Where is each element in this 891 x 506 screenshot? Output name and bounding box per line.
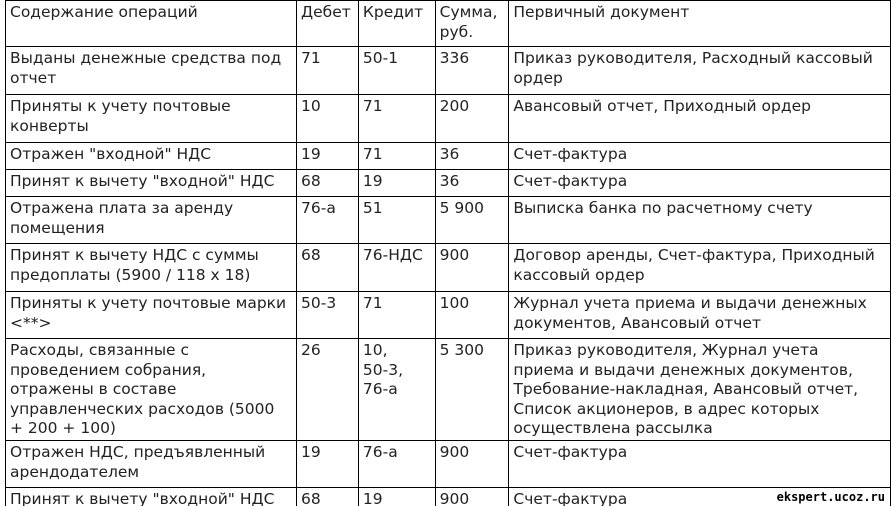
table-row bbox=[6, 244, 891, 292]
table-row bbox=[6, 339, 891, 441]
header-debit: Дебет bbox=[297, 1, 359, 47]
cell-debit: 68 bbox=[297, 244, 359, 292]
cell-credit: 71 bbox=[358, 143, 435, 170]
cell-debit: 26 bbox=[297, 339, 359, 441]
header-credit: Кредит bbox=[358, 1, 435, 47]
cell-document: Приказ руководителя, Журнал учета приема и выдачи денежных документов, Требование-накладная, Авансовый отчет, Список акционеров, в адрес которых осуществлена рассылка bbox=[509, 339, 891, 441]
cell-credit: 19 bbox=[358, 488, 435, 506]
cell-credit: 51 bbox=[358, 197, 435, 244]
table-header-row bbox=[6, 1, 891, 47]
operations-table bbox=[5, 0, 891, 506]
cell-debit: 19 bbox=[297, 441, 359, 488]
cell-debit: 76-а bbox=[297, 197, 359, 244]
cell-sum: 5 300 bbox=[435, 339, 509, 441]
cell-document: Авансовый отчет, Приходный ордер bbox=[509, 95, 891, 143]
cell-debit: 19 bbox=[297, 143, 359, 170]
cell-credit: 71 bbox=[358, 292, 435, 339]
cell-document: Договор аренды, Счет-фактура, Приходный кассовый ордер bbox=[509, 244, 891, 292]
cell-debit: 68 bbox=[297, 170, 359, 197]
cell-document: Счет-фактура bbox=[509, 143, 891, 170]
header-document: Первичный документ bbox=[509, 1, 891, 47]
cell-debit: 71 bbox=[297, 47, 359, 95]
header-sum: Сумма, руб. bbox=[435, 1, 509, 47]
cell-credit: 76-НДС bbox=[358, 244, 435, 292]
header-content: Содержание операций bbox=[6, 1, 297, 47]
cell-sum: 36 bbox=[435, 170, 509, 197]
cell-sum: 900 bbox=[435, 488, 509, 506]
cell-document: Счет-фактура bbox=[509, 441, 891, 488]
cell-sum: 900 bbox=[435, 441, 509, 488]
cell-content: Принят к вычету НДС с суммы предоплаты (5900 / 118 x 18) bbox=[6, 244, 297, 292]
cell-sum: 5 900 bbox=[435, 197, 509, 244]
cell-document: Приказ руководителя, Расходный кассовый ордер bbox=[509, 47, 891, 95]
cell-document: Счет-фактура bbox=[509, 170, 891, 197]
cell-credit: 76-а bbox=[358, 441, 435, 488]
cell-document: Журнал учета приема и выдачи денежных документов, Авансовый отчет bbox=[509, 292, 891, 339]
cell-content: Расходы, связанные с проведением собрания, отражены в составе управленческих расходов (5000 + 200 + 100) bbox=[6, 339, 297, 441]
cell-sum: 36 bbox=[435, 143, 509, 170]
cell-debit: 50-3 bbox=[297, 292, 359, 339]
table-row bbox=[6, 488, 891, 506]
cell-credit: 50-1 bbox=[358, 47, 435, 95]
table-row bbox=[6, 47, 891, 95]
cell-content: Отражен "входной" НДС bbox=[6, 143, 297, 170]
cell-content: Выданы денежные средства под отчет bbox=[6, 47, 297, 95]
cell-sum: 200 bbox=[435, 95, 509, 143]
cell-sum: 336 bbox=[435, 47, 509, 95]
cell-document: Выписка банка по расчетному счету bbox=[509, 197, 891, 244]
cell-credit: 19 bbox=[358, 170, 435, 197]
site-watermark: ekspert.ucoz.ru bbox=[776, 490, 885, 504]
cell-debit: 10 bbox=[297, 95, 359, 143]
cell-credit: 71 bbox=[358, 95, 435, 143]
table-row bbox=[6, 170, 891, 197]
cell-content: Отражена плата за аренду помещения bbox=[6, 197, 297, 244]
cell-content: Приняты к учету почтовые конверты bbox=[6, 95, 297, 143]
cell-content: Принят к вычету "входной" НДС bbox=[6, 170, 297, 197]
cell-sum: 900 bbox=[435, 244, 509, 292]
cell-content: Отражен НДС, предъявленный арендодателем bbox=[6, 441, 297, 488]
cell-content: Принят к вычету "входной" НДС bbox=[6, 488, 297, 506]
table-row bbox=[6, 441, 891, 488]
table-row bbox=[6, 143, 891, 170]
cell-credit: 10, 50-3, 76-а bbox=[358, 339, 435, 441]
cell-debit: 68 bbox=[297, 488, 359, 506]
cell-content: Приняты к учету почтовые марки <**> bbox=[6, 292, 297, 339]
table-row bbox=[6, 95, 891, 143]
cell-sum: 100 bbox=[435, 292, 509, 339]
cell-document: Счет-фактура bbox=[509, 488, 891, 506]
table-row bbox=[6, 197, 891, 244]
table-row bbox=[6, 292, 891, 339]
